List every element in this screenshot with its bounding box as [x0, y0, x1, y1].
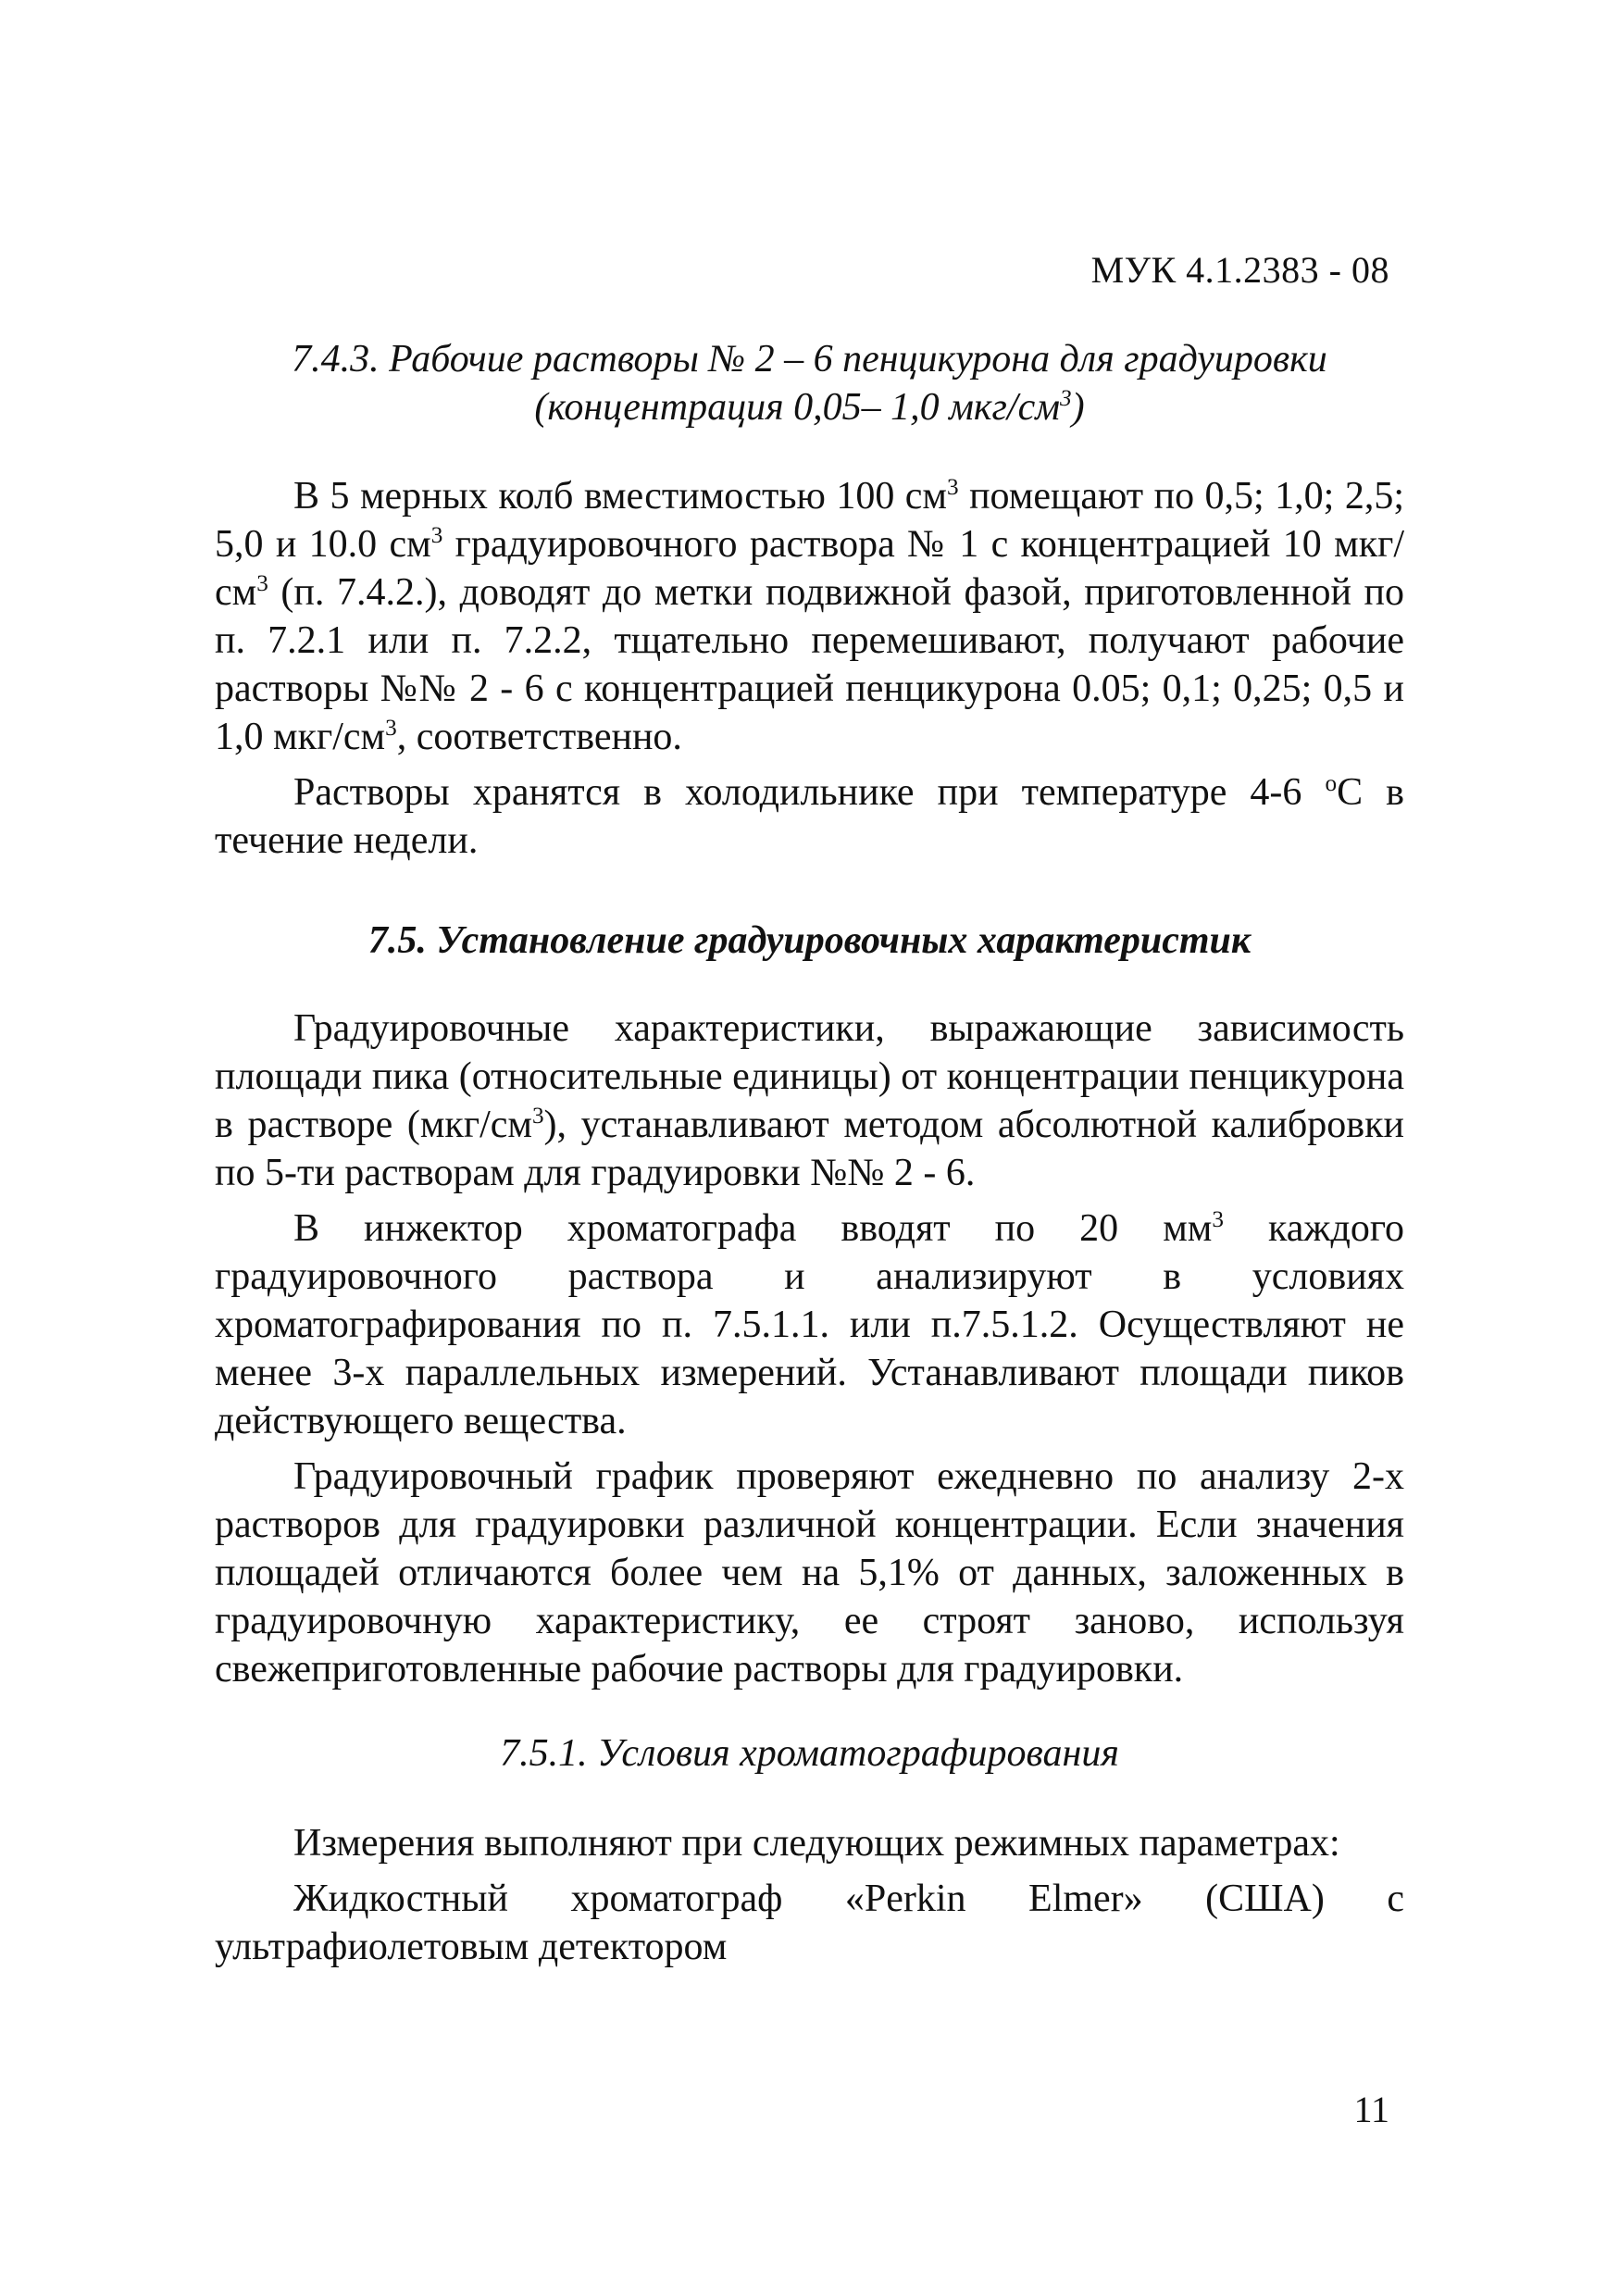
- text-run: каждого градуировочного раствора и анализируют в условиях хроматографирования по п. 7.5.1.1. или п.7.5.1.2. Осуществляют не менее 3-х параллельных измерений. Устанавливают площади пиков действующего вещества.: [215, 1207, 1405, 1442]
- superscript: 3: [430, 523, 443, 548]
- heading-line-2-text: (концентрация 0,05– 1,0 мкг/см: [534, 386, 1061, 429]
- section-7-5-1-heading: 7.5.1. Условия хроматографирования: [500, 1732, 1119, 1775]
- superscript: 3: [531, 1104, 544, 1129]
- paragraph: [215, 1204, 1404, 1445]
- paragraph: Жидкостный хроматограф «Perkin Elmer» (США) с ультрафиолетовым детектором: [215, 1878, 1404, 1968]
- paragraph: [215, 472, 1404, 761]
- section-7-4-3-heading: [215, 335, 1404, 431]
- document-code: МУК 4.1.2383 - 08: [1090, 249, 1389, 291]
- superscript: 3: [1060, 386, 1072, 411]
- superscript: 3: [947, 475, 959, 500]
- superscript: 3: [1212, 1207, 1224, 1232]
- text-run: градуировочного раствора № 1 с концентрацией 10 мкг/см: [215, 523, 1405, 614]
- superscript: 3: [256, 571, 268, 596]
- heading-line-2: [215, 383, 1404, 431]
- heading-line-2-close: ): [1071, 386, 1085, 429]
- heading-line-1: 7.4.3. Рабочие растворы № 2 – 6 пенцикурона для градуировки: [292, 338, 1327, 381]
- text-run: , соответственно.: [396, 716, 682, 758]
- superscript: о: [1325, 771, 1338, 796]
- text-run: В 5 мерных колб вместимостью 100 см: [293, 475, 948, 518]
- paragraph: Градуировочный график проверяют ежедневно по анализу 2-х растворов для градуировки различной концентрации. Если значения площадей отличаются более чем на 5,1% от данных, заложенных в градуировочную характеристику, ее строят заново, используя свежеприготовленные рабочие растворы для градуировки.: [215, 1455, 1404, 1691]
- paragraph: [215, 1004, 1404, 1197]
- text-run: ), устанавливают методом абсолютной калибровки по 5-ти растворам для градуировки №№ 2 - 6.: [215, 1104, 1404, 1194]
- text-run: В инжектор хроматографа вводят по 20 мм: [293, 1207, 1213, 1250]
- page-number: 11: [1353, 2089, 1389, 2130]
- text-run: (п. 7.4.2.), доводят до метки подвижной фазой, приготовленной по п. 7.2.1 или п. 7.2.2, тщательно перемешивают, получают рабочие растворы №№ 2 - 6 с концентрацией пенцикурона 0.05; 0,1; 0,25; 0,5 и 1,0 мкг/см: [215, 571, 1404, 758]
- paragraph: Измерения выполняют при следующих режимных параметрах:: [293, 1822, 1340, 1865]
- section-7-5-1-body: [215, 1819, 1404, 1971]
- section-7-5-heading: 7.5. Установление градуировочных характеристик: [367, 919, 1252, 962]
- superscript: 3: [385, 716, 397, 741]
- text-run: Растворы хранятся в холодильнике при температуре 4-6: [293, 771, 1326, 814]
- text-run: помещают по 0,5; 1,0; 2,5; 5,0 и 10.0 см: [215, 475, 1404, 566]
- section-7-4-3-body: [215, 472, 1404, 865]
- text-run: С в течение недели.: [215, 771, 1404, 862]
- paragraph: [215, 768, 1404, 865]
- section-7-5-body: [215, 1004, 1404, 1693]
- text-run: Градуировочные характеристики, выражающие зависимость площади пика (относительные единицы) от концентрации пенцикурона в растворе (мкг/см: [215, 1007, 1404, 1146]
